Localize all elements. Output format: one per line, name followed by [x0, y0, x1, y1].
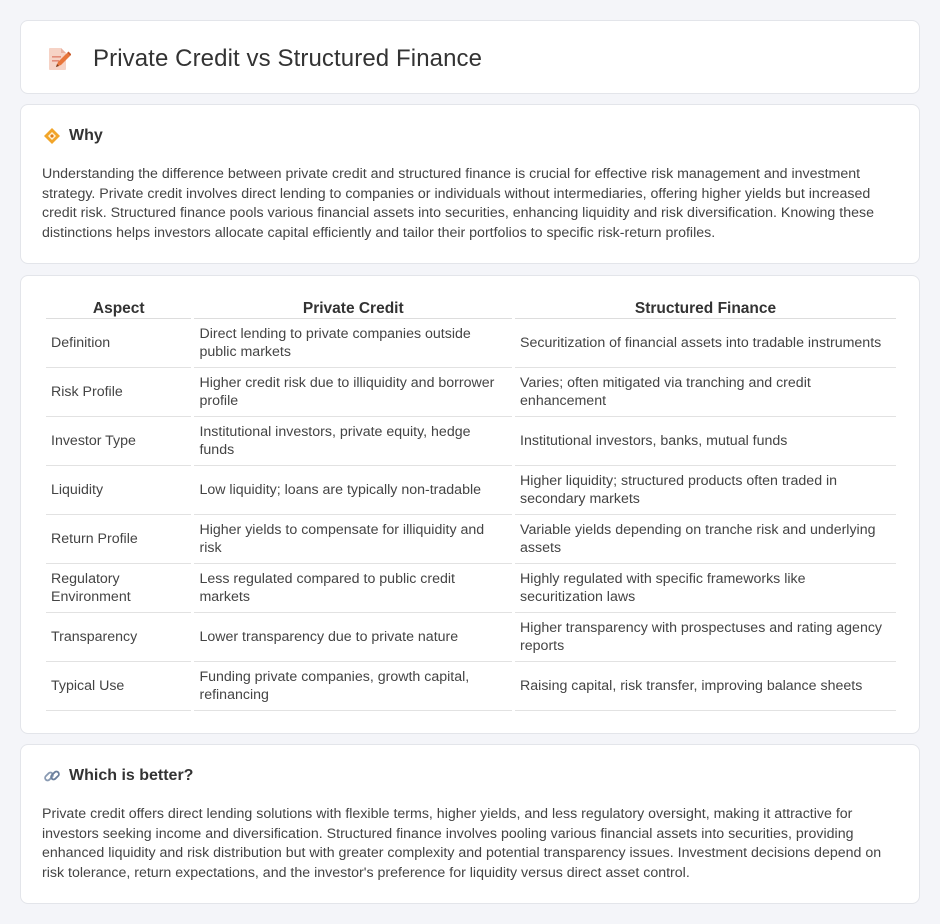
table-header-row [46, 297, 896, 319]
row-structured-finance: Variable yields depending on tranche risk and underlying assets [515, 515, 896, 564]
row-aspect: Return Profile [46, 515, 191, 564]
document-pencil-icon [47, 46, 71, 72]
row-private-credit: Higher credit risk due to illiquidity and borrower profile [194, 368, 512, 417]
row-aspect: Liquidity [46, 466, 191, 515]
row-private-credit: Funding private companies, growth capital, refinancing [194, 662, 512, 711]
table-row [46, 515, 896, 564]
row-private-credit: Low liquidity; loans are typically non-tradable [194, 466, 512, 515]
row-structured-finance: Highly regulated with specific frameworks like securitization laws [515, 564, 896, 613]
why-section [20, 104, 920, 264]
comparison-table [43, 297, 899, 711]
header-structured-finance: Structured Finance [515, 297, 896, 319]
row-structured-finance: Higher liquidity; structured products often traded in secondary markets [515, 466, 896, 515]
header-card [20, 20, 920, 94]
table-row [46, 368, 896, 417]
better-section [20, 744, 920, 904]
diamond-sparkle-icon [43, 127, 61, 145]
row-structured-finance: Institutional investors, banks, mutual funds [515, 417, 896, 466]
header-aspect: Aspect [46, 297, 191, 319]
table-row [46, 319, 896, 368]
row-aspect: Transparency [46, 613, 191, 662]
table-row [46, 613, 896, 662]
row-aspect: Typical Use [46, 662, 191, 711]
table-row [46, 564, 896, 613]
row-private-credit: Less regulated compared to public credit markets [194, 564, 512, 613]
why-body: Understanding the difference between private credit and structured finance is crucial for effective risk management and investment strategy. Private credit involves direct lending to companies or individuals without intermediaries, offering higher yields but increased credit risk. Structured finance pools various financial assets into securities, enhancing liquidity and risk diversification. Knowing these distinctions helps investors allocate capital efficiently and tailor their portfolios to specific risk-return profiles. [42, 166, 874, 241]
row-structured-finance: Varies; often mitigated via tranching and credit enhancement [515, 368, 896, 417]
why-title: Why [69, 127, 103, 144]
better-body: Private credit offers direct lending solutions with flexible terms, higher yields, and less regulatory oversight, making it attractive for investors seeking income and diversification. Structured finance involves pooling various financial assets into securities, providing enhanced liquidity and risk distribution but with greater complexity and potential transparency issues. Investment decisions depend on risk tolerance, return expectations, and the investor's preference for liquidity versus direct asset control. [42, 806, 882, 881]
table-row [46, 466, 896, 515]
row-private-credit: Higher yields to compensate for illiquidity and risk [194, 515, 512, 564]
why-header [43, 127, 103, 145]
row-aspect: Regulatory Environment [46, 564, 191, 613]
comparison-card [20, 275, 920, 734]
better-header [43, 767, 193, 785]
page-title: Private Credit vs Structured Finance [93, 45, 483, 72]
row-aspect: Risk Profile [46, 368, 191, 417]
table-row [46, 662, 896, 711]
row-private-credit: Lower transparency due to private nature [194, 613, 512, 662]
link-icon [43, 767, 61, 785]
row-structured-finance: Higher transparency with prospectuses and rating agency reports [515, 613, 896, 662]
row-structured-finance: Raising capital, risk transfer, improving balance sheets [515, 662, 896, 711]
row-aspect: Definition [46, 319, 191, 368]
row-aspect: Investor Type [46, 417, 191, 466]
table-row [46, 417, 896, 466]
row-structured-finance: Securitization of financial assets into tradable instruments [515, 319, 896, 368]
title-wrap [47, 45, 482, 73]
row-private-credit: Institutional investors, private equity, hedge funds [194, 417, 512, 466]
row-private-credit: Direct lending to private companies outside public markets [194, 319, 512, 368]
better-title: Which is better? [69, 767, 194, 784]
header-private-credit: Private Credit [194, 297, 512, 319]
